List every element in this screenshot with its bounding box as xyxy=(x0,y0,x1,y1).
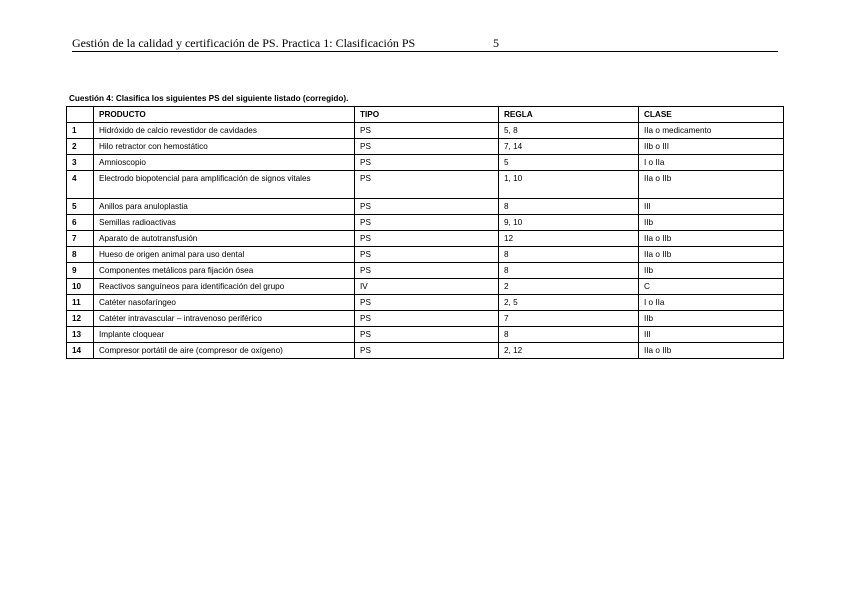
product-cell: Compresor portátil de aire (compresor de oxígeno) xyxy=(94,343,355,359)
row-number: 4 xyxy=(67,171,94,199)
table-header-row xyxy=(67,107,784,123)
table-row xyxy=(67,215,784,231)
row-number: 13 xyxy=(67,327,94,343)
product-cell: Semillas radioactivas xyxy=(94,215,355,231)
class-cell: III xyxy=(639,327,784,343)
row-number: 14 xyxy=(67,343,94,359)
table-row xyxy=(67,279,784,295)
type-cell: PS xyxy=(355,123,499,139)
product-cell: Implante cloquear xyxy=(94,327,355,343)
row-number: 2 xyxy=(67,139,94,155)
header-producto: PRODUCTO xyxy=(94,107,355,123)
product-cell: Amnioscopio xyxy=(94,155,355,171)
rule-cell: 9, 10 xyxy=(499,215,639,231)
row-number: 12 xyxy=(67,311,94,327)
rule-cell: 8 xyxy=(499,327,639,343)
table-row xyxy=(67,231,784,247)
rule-cell: 1, 10 xyxy=(499,171,639,199)
table-row xyxy=(67,155,784,171)
row-number: 5 xyxy=(67,199,94,215)
class-cell: I o IIa xyxy=(639,155,784,171)
type-cell: PS xyxy=(355,263,499,279)
header-num xyxy=(67,107,94,123)
row-number: 10 xyxy=(67,279,94,295)
product-cell: Electrodo biopotencial para amplificación de signos vitales xyxy=(94,171,355,199)
table-row xyxy=(67,123,784,139)
product-cell: Anillos para anuloplastia xyxy=(94,199,355,215)
row-number: 8 xyxy=(67,247,94,263)
type-cell: PS xyxy=(355,295,499,311)
class-cell: IIa o IIb xyxy=(639,171,784,199)
header-clase: CLASE xyxy=(639,107,784,123)
header-tipo: TIPO xyxy=(355,107,499,123)
product-cell: Componentes metálicos para fijación ósea xyxy=(94,263,355,279)
row-number: 11 xyxy=(67,295,94,311)
table-row xyxy=(67,343,784,359)
type-cell: PS xyxy=(355,155,499,171)
table-row xyxy=(67,247,784,263)
product-cell: Reactivos sanguíneos para identificación del grupo xyxy=(94,279,355,295)
product-cell: Hidróxido de calcio revestidor de cavidades xyxy=(94,123,355,139)
class-cell: IIa o IIb xyxy=(639,247,784,263)
type-cell: PS xyxy=(355,171,499,199)
table-row xyxy=(67,199,784,215)
header-regla: REGLA xyxy=(499,107,639,123)
rule-cell: 12 xyxy=(499,231,639,247)
table-row xyxy=(67,327,784,343)
page-number: 5 xyxy=(493,36,499,50)
row-number: 6 xyxy=(67,215,94,231)
class-cell: C xyxy=(639,279,784,295)
rule-cell: 8 xyxy=(499,263,639,279)
table-row xyxy=(67,311,784,327)
rule-cell: 2, 12 xyxy=(499,343,639,359)
type-cell: PS xyxy=(355,139,499,155)
page-header xyxy=(72,36,778,52)
type-cell: PS xyxy=(355,327,499,343)
row-number: 3 xyxy=(67,155,94,171)
rule-cell: 5 xyxy=(499,155,639,171)
row-number: 7 xyxy=(67,231,94,247)
class-cell: IIa o IIb xyxy=(639,231,784,247)
class-cell: IIb xyxy=(639,263,784,279)
rule-cell: 8 xyxy=(499,247,639,263)
class-cell: IIb o III xyxy=(639,139,784,155)
product-cell: Catéter intravascular – intravenoso periférico xyxy=(94,311,355,327)
header-title: Gestión de la calidad y certificación de PS. Practica 1: Clasificación PS xyxy=(72,36,416,50)
rule-cell: 5, 8 xyxy=(499,123,639,139)
product-cell: Catéter nasofaríngeo xyxy=(94,295,355,311)
product-cell: Hueso de origen animal para uso dental xyxy=(94,247,355,263)
rule-cell: 8 xyxy=(499,199,639,215)
rule-cell: 2, 5 xyxy=(499,295,639,311)
product-cell: Hilo retractor con hemostático xyxy=(94,139,355,155)
rule-cell: 7, 14 xyxy=(499,139,639,155)
classification-table xyxy=(66,106,784,359)
class-cell: III xyxy=(639,199,784,215)
class-cell: IIb xyxy=(639,311,784,327)
class-cell: IIb xyxy=(639,215,784,231)
type-cell: PS xyxy=(355,199,499,215)
class-cell: I o IIa xyxy=(639,295,784,311)
table-row xyxy=(67,139,784,155)
type-cell: PS xyxy=(355,215,499,231)
row-number: 9 xyxy=(67,263,94,279)
class-cell: IIa o medicamento xyxy=(639,123,784,139)
type-cell: PS xyxy=(355,231,499,247)
type-cell: PS xyxy=(355,343,499,359)
table-row xyxy=(67,171,784,199)
rule-cell: 2 xyxy=(499,279,639,295)
table-row xyxy=(67,295,784,311)
class-cell: IIa o IIb xyxy=(639,343,784,359)
row-number: 1 xyxy=(67,123,94,139)
rule-cell: 7 xyxy=(499,311,639,327)
type-cell: IV xyxy=(355,279,499,295)
product-cell: Aparato de autotransfusión xyxy=(94,231,355,247)
question-caption: Cuestión 4: Clasifica los siguientes PS del siguiente listado (corregido). xyxy=(69,94,349,103)
type-cell: PS xyxy=(355,247,499,263)
table-row xyxy=(67,263,784,279)
type-cell: PS xyxy=(355,311,499,327)
